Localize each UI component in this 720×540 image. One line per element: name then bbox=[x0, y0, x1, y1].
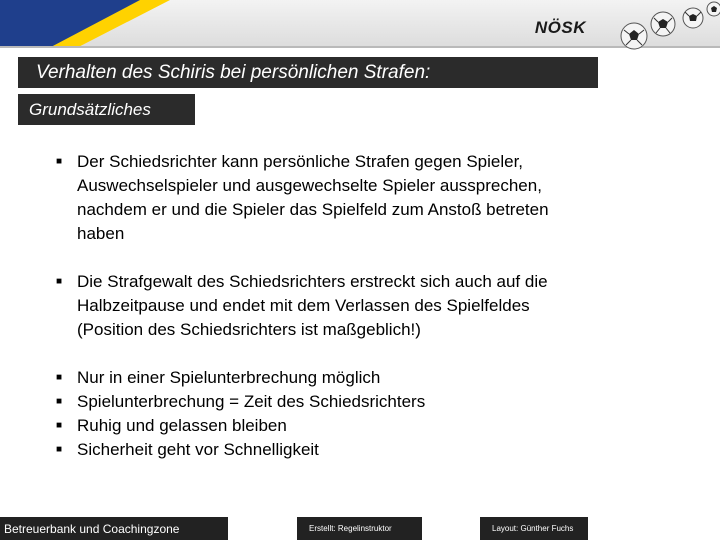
soccer-ball-icon bbox=[707, 2, 720, 16]
bullet-line: Sicherheit geht vor Schnelligkeit bbox=[77, 440, 319, 459]
bullet-list bbox=[54, 150, 654, 486]
bullet-line: (Position des Schiedsrichters ist maßgeblich!) bbox=[77, 320, 421, 339]
bullet-line: Auswechselspieler und ausgewechselte Spieler aussprechen, bbox=[77, 176, 542, 195]
bullet-square-icon: ■ bbox=[56, 444, 63, 455]
section-label-bar bbox=[18, 94, 195, 125]
slide-footer bbox=[0, 517, 720, 540]
slide-title: Verhalten des Schiris bei persönlichen Strafen: bbox=[36, 61, 431, 83]
soccer-balls-decoration bbox=[580, 0, 720, 52]
footer-layout-by: Layout: Günther Fuchs bbox=[480, 517, 588, 540]
bullet-line: nachdem er und die Spieler das Spielfeld zum Anstoß betreten bbox=[77, 200, 549, 219]
bullet-line: Nur in einer Spielunterbrechung möglich bbox=[77, 368, 381, 387]
bullet-item bbox=[54, 390, 654, 414]
bullet-item bbox=[54, 366, 654, 390]
bullet-line: Halbzeitpause und endet mit dem Verlassen des Spielfeldes bbox=[77, 296, 530, 315]
logo-text: NÖSK bbox=[534, 18, 586, 37]
bullet-item bbox=[54, 150, 654, 246]
soccer-ball-icon bbox=[621, 23, 647, 49]
bullet-paragraph bbox=[54, 270, 654, 342]
bullet-item bbox=[54, 438, 654, 462]
bullet-line: Der Schiedsrichter kann persönliche Strafen gegen Spieler, bbox=[77, 152, 524, 171]
bullet-line: haben bbox=[77, 224, 125, 243]
soccer-ball-icon bbox=[683, 8, 703, 28]
bullet-line: Spielunterbrechung = Zeit des Schiedsrichters bbox=[77, 392, 426, 411]
bullet-line: Ruhig und gelassen bleiben bbox=[77, 416, 287, 435]
bullet-item bbox=[54, 414, 654, 438]
bullet-square-icon: ■ bbox=[56, 276, 63, 287]
bullet-square-icon: ■ bbox=[56, 156, 63, 167]
bullet-square-icon: ■ bbox=[56, 420, 63, 431]
soccer-ball-icon bbox=[651, 12, 675, 36]
footer-created-by: Erstellt: Regelinstruktor bbox=[297, 517, 422, 540]
bullet-line: Die Strafgewalt des Schiedsrichters erstreckt sich auch auf die bbox=[77, 272, 548, 291]
section-label: Grundsätzliches bbox=[29, 99, 151, 119]
bullet-square-icon: ■ bbox=[56, 396, 63, 407]
slide-title-bar bbox=[18, 57, 598, 88]
short-bullet-group bbox=[54, 366, 654, 462]
bullet-square-icon: ■ bbox=[56, 372, 63, 383]
footer-topic: Betreuerbank und Coachingzone bbox=[0, 517, 228, 540]
bullet-paragraph bbox=[54, 150, 654, 246]
bullet-item bbox=[54, 270, 654, 342]
header-band bbox=[0, 0, 720, 52]
